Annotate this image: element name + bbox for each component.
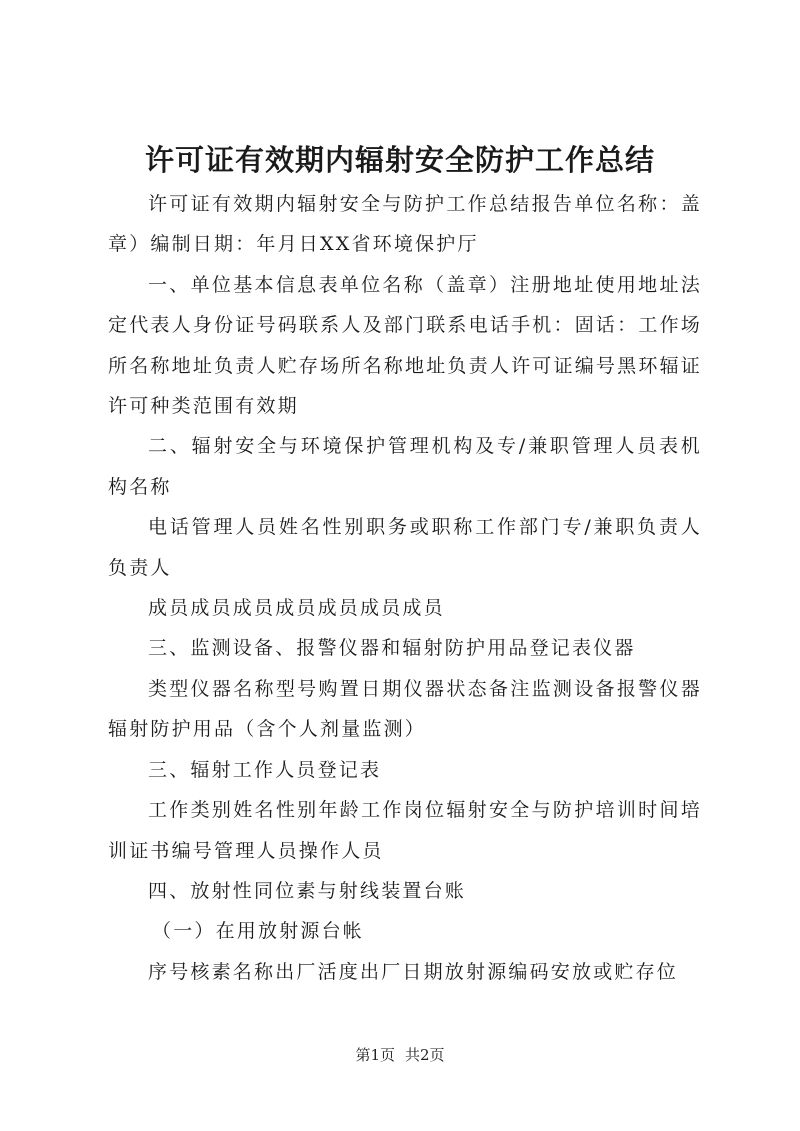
paragraph-unit-info: 一、单位基本信息表单位名称（盖章）注册地址使用地址法定代表人身份证号码联系人及部门联系电话手机：固话：工作场所名称地址负责人贮存场所名称地址负责人许可证编号黑环辐证许可种类范围有效期	[108, 273, 702, 418]
paragraph-equipment-heading: 三、监测设备、报警仪器和辐射防护用品登记表仪器	[148, 637, 636, 660]
paragraph-source-ledger-columns: 序号核素名称出厂活度出厂日期放射源编码安放或贮存位	[148, 960, 679, 983]
paragraph-equipment-columns: 类型仪器名称型号购置日期仪器状态备注监测设备报警仪器辐射防护用品（含个人剂量监测）	[108, 677, 702, 741]
paragraph-staff-register-columns: 工作类别姓名性别年龄工作岗位辐射安全与防护培训时间培训证书编号管理人员操作人员	[108, 799, 702, 862]
paragraph-management-staff: 电话管理人员姓名性别职务或职称工作部门专/兼职负责人负责人	[108, 516, 702, 579]
paragraph-management-org: 二、辐射安全与环境保护管理机构及专/兼职管理人员表机构名称	[108, 435, 702, 498]
paragraph-staff-register-heading: 三、辐射工作人员登记表	[148, 758, 382, 781]
document-body	[108, 184, 702, 992]
page-footer	[0, 1045, 800, 1065]
paragraph-members: 成员成员成员成员成员成员成员	[148, 597, 445, 620]
page-title: 许可证有效期内辐射安全防护工作总结	[144, 143, 655, 177]
paragraph-report-header: 许可证有效期内辐射安全与防护工作总结报告单位名称：盖章）编制日期：年月日XX省环境保护厅	[108, 193, 702, 256]
paragraph-source-ledger-heading: （一）在用放射源台帐	[152, 920, 365, 943]
paragraph-ledger-heading: 四、放射性同位素与射线装置台账	[148, 879, 467, 902]
page-number: 第1页	[355, 1046, 395, 1064]
page-total: 共2页	[405, 1046, 445, 1064]
